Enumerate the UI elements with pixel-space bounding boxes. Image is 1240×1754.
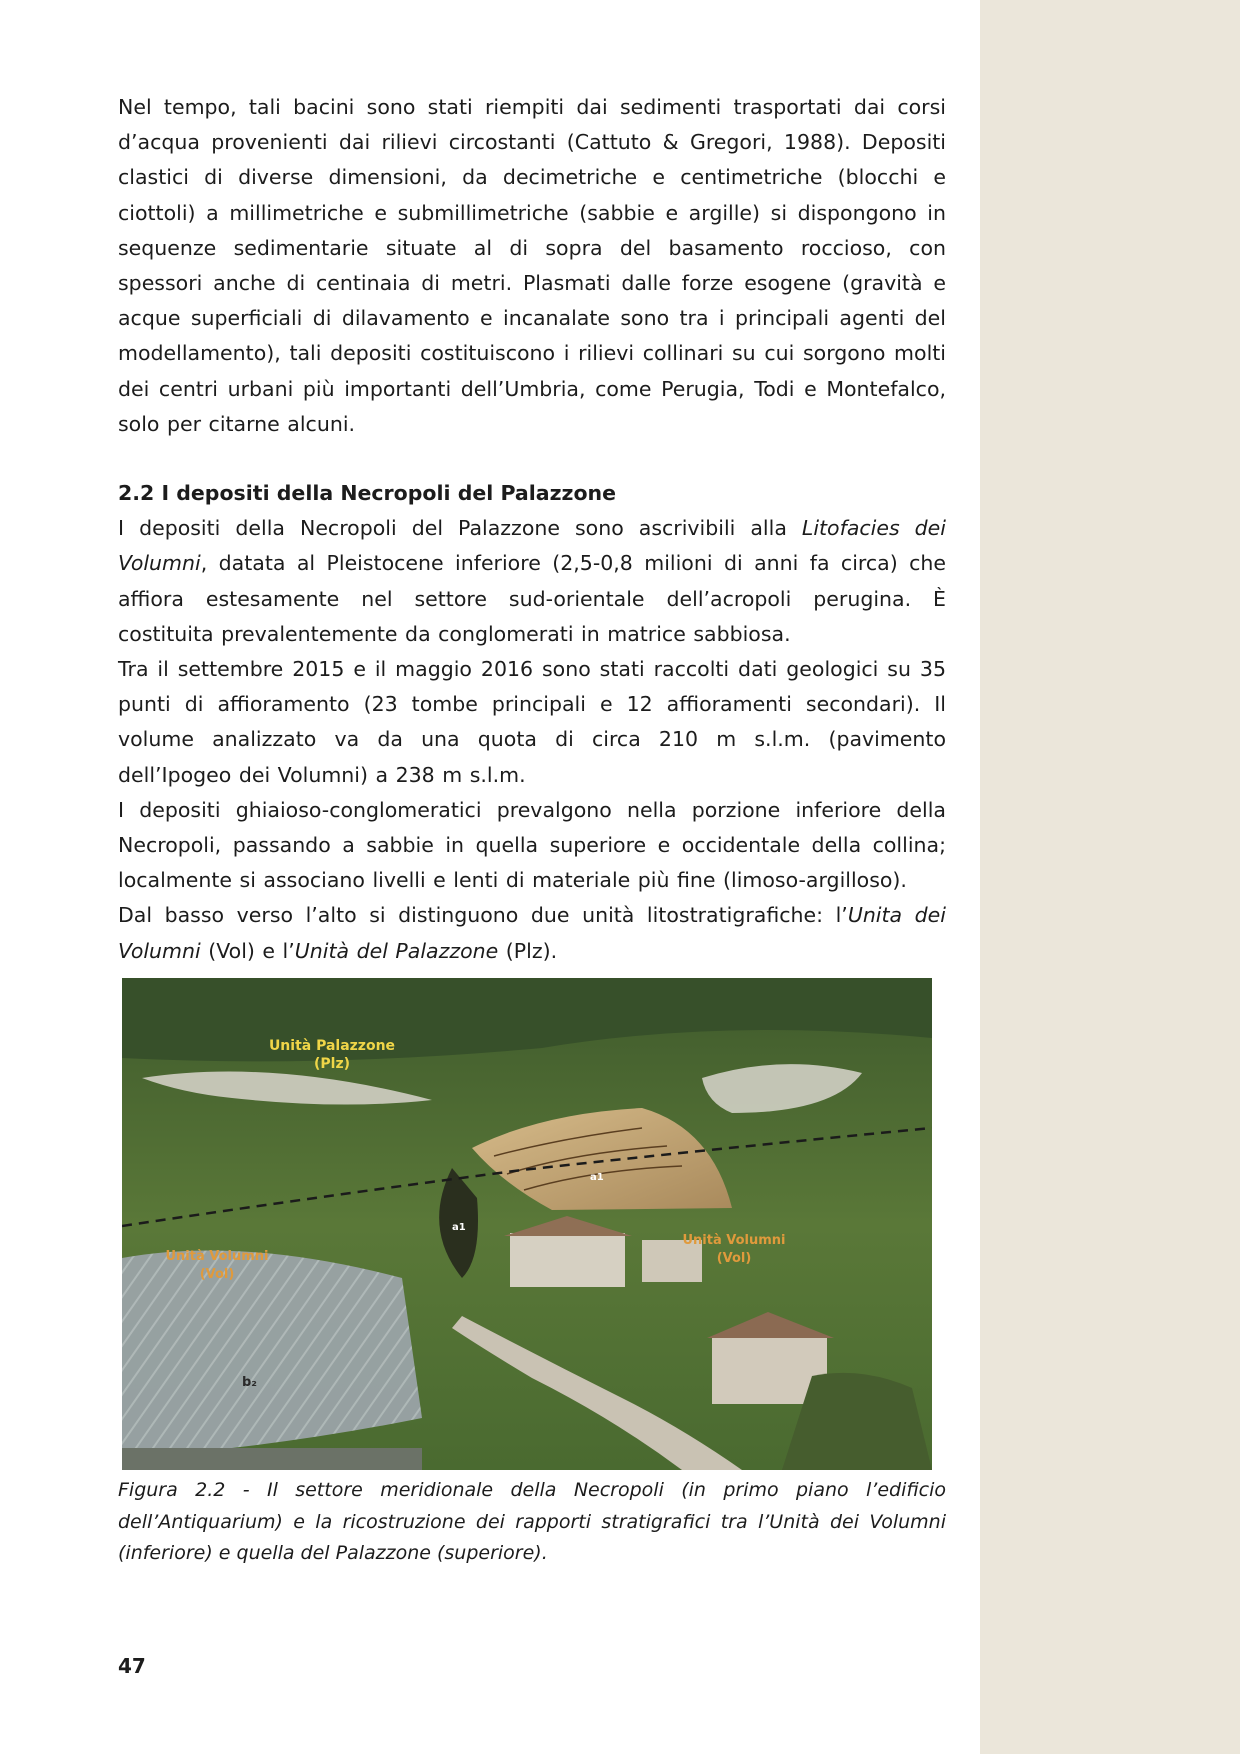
- paragraph-5-text-a: Dal basso verso l’alto si distinguono due unità litostratigrafiche: l’: [118, 903, 848, 928]
- label-volumni-left-line1: Unità Volumni: [165, 1249, 269, 1264]
- paragraph-3: Tra il settembre 2015 e il maggio 2016 sono stati raccolti dati geologici su 35 punti di affioramento (23 tombe principali e 12 affioramenti secondari). Il volume analizzato va da una quota di circa 210 m s.l.m. (pavimento dell’Ipogeo dei Volumni) a 238 m s.l.m.: [118, 657, 946, 787]
- paragraph-2: [118, 511, 946, 652]
- marker-a1-left: a1: [452, 1222, 466, 1233]
- label-palazzone-line1: Unità Palazzone: [268, 1038, 396, 1054]
- foreground-strip: [122, 1448, 422, 1470]
- label-volumni-right-line2: (Vol): [716, 1251, 752, 1266]
- paragraph-5-emphasis-1: Unita dei Volumni: [118, 903, 946, 963]
- paragraph-5-emphasis-2: Unità del Palazzone: [294, 938, 499, 963]
- paragraph-2-text-b: , datata al Pleistocene inferiore (2,5-0,8 milioni di anni fa circa) che affiora estesamente nel settore sud-orientale dell’acropoli perugina. È costituita prevalentemente da conglomerati in matrice sabbiosa.: [118, 551, 946, 646]
- paragraph-1: Nel tempo, tali bacini sono stati riempiti dai sedimenti trasportati dai corsi d’acqua provenienti dai rilievi circostanti (Cattuto & Gregori, 1988). Depositi clastici di diverse dimensioni, da decimetriche e centimetriche (blocchi e ciottoli) a millimetriche e submillimetriche (sabbie e argille) si dispongono in sequenze sedimentarie situate al di sopra del basamento roccioso, con spessori anche di centinaia di metri. Plasmati dalle forze esogene (gravità e acque superficiali di dilavamento e incanalate sono tra i principali agenti del modellamento), tali depositi costituiscono i rilievi collinari su cui sorgono molti dei centri urbani più importanti dell’Umbria, come Perugia, Todi e Montefalco, solo per citarne alcuni.: [118, 95, 946, 436]
- paragraph-4: I depositi ghiaioso-conglomeratici prevalgono nella porzione inferiore della Necropoli, passando a sabbie in quella superiore e occidentale della collina; localmente si associano livelli e lenti di materiale più fine (limoso-argilloso).: [118, 797, 946, 893]
- paragraph-5: [118, 898, 946, 968]
- paragraph-2-emphasis: Litofacies dei Volumni: [118, 516, 946, 576]
- paragraph-2-text-a: I depositi della Necropoli del Palazzone sono ascrivibili alla: [118, 516, 802, 541]
- antiquarium-building: [510, 1233, 625, 1287]
- page-number: 47: [118, 1654, 146, 1678]
- label-volumni-left-line2: (Vol): [199, 1267, 235, 1282]
- marker-b2: b₂: [242, 1375, 257, 1390]
- main-text: [118, 90, 946, 969]
- section-heading: 2.2 I depositi della Necropoli del Palazzone: [118, 481, 617, 506]
- figure-illustration: [122, 978, 932, 1470]
- figure-photo: [122, 978, 932, 1470]
- label-volumni-right-line1: Unità Volumni: [682, 1233, 786, 1248]
- figure-caption: Figura 2.2 - Il settore meridionale della Necropoli (in primo piano l’edificio dell’Antiquarium) e la ricostruzione dei rapporti stratigrafici tra l’Unità dei Volumni (inferiore) e quella del Palazzone (superiore).: [118, 1479, 946, 1564]
- paragraph-5-text-b: (Vol) e l’: [200, 938, 295, 963]
- marker-a1-right: a1: [590, 1172, 604, 1183]
- paragraph-5-text-c: (Plz).: [498, 938, 558, 963]
- page-margin-band: [980, 0, 1240, 1754]
- label-palazzone-line2: (Plz): [313, 1056, 351, 1072]
